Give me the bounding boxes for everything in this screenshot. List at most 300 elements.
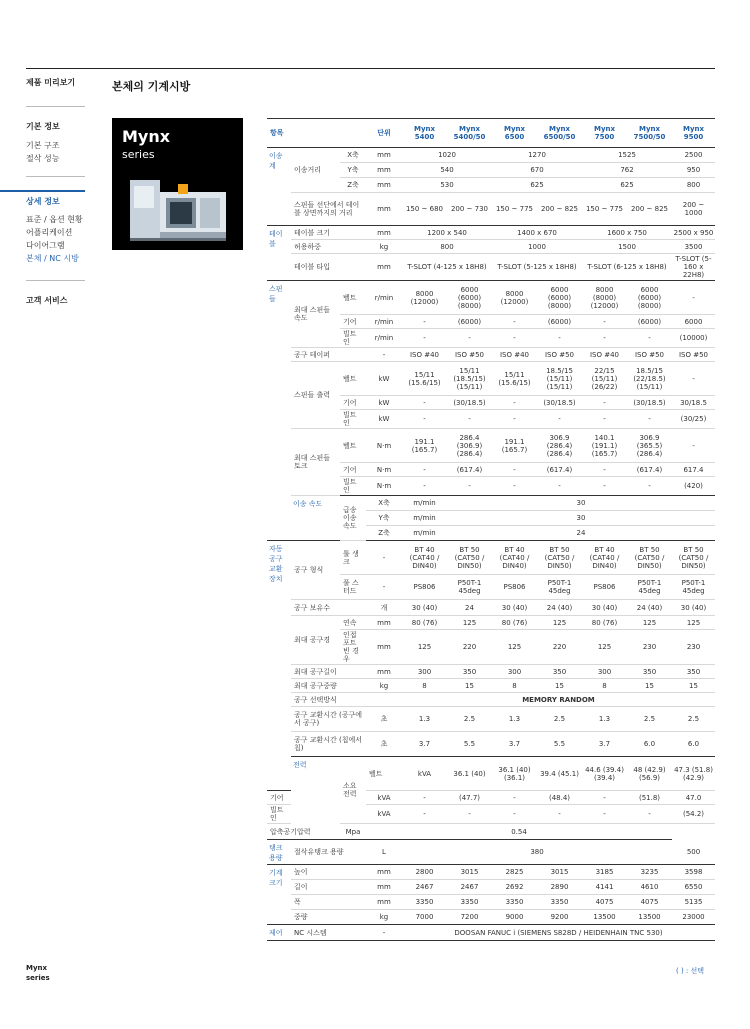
table-cell: N·m xyxy=(366,477,402,496)
table-cell: - xyxy=(366,575,402,600)
table-cell: 2467 xyxy=(402,880,447,895)
table-cell: P50T-1 45deg xyxy=(627,575,672,600)
sidebar-detail-header[interactable]: 상세 정보 xyxy=(26,197,60,206)
table-cell: 530 xyxy=(402,178,492,193)
table-cell: 6000 (6000) (8000) xyxy=(627,281,672,315)
table-cell: 230 xyxy=(627,630,672,665)
table-cell: 2.5 xyxy=(447,707,492,732)
table-cell: 1.3 xyxy=(582,707,627,732)
table-cell: - xyxy=(672,281,715,315)
table-cell: - xyxy=(582,805,627,824)
table-cell: mm xyxy=(366,178,402,193)
table-cell: 3350 xyxy=(402,895,447,910)
table-cell: 125 xyxy=(627,616,672,630)
table-cell: P50T-1 45deg xyxy=(537,575,582,600)
table-row xyxy=(267,895,715,910)
table-cell: - xyxy=(582,477,627,496)
table-cell: 소요 전력 xyxy=(340,757,366,824)
table-cell: 최대 공구경 xyxy=(291,616,340,665)
table-cell: 초 xyxy=(366,707,402,732)
table-cell: (10000) xyxy=(672,329,715,348)
table-cell: - xyxy=(492,410,537,429)
table-cell: mm xyxy=(366,630,402,665)
table-cell: NC 시스템 xyxy=(291,925,366,941)
table-cell: 23000 xyxy=(672,910,715,925)
table-cell: 350 xyxy=(672,665,715,679)
table-cell: 15 xyxy=(537,679,582,693)
table-cell: MEMORY RANDOM xyxy=(402,693,715,707)
table-cell: 2.5 xyxy=(672,707,715,732)
table-cell: 이송거리 xyxy=(291,148,340,193)
table-cell: 30 xyxy=(447,511,715,526)
table-cell: DOOSAN FANUC i (SIEMENS S828D / HEIDENHAIN TNC 530) xyxy=(402,925,715,941)
table-row xyxy=(267,824,715,840)
table-cell: 공구 테이퍼 xyxy=(291,348,366,362)
table-cell: 22/15 (15/11) (26/22) xyxy=(582,362,627,396)
table-cell: kg xyxy=(366,679,402,693)
table-cell: mm xyxy=(366,880,402,895)
table-cell: 빌트 인 xyxy=(340,410,366,429)
table-cell: kVA xyxy=(402,757,447,791)
header-model-9500: Mynx 9500 xyxy=(672,119,715,148)
sidebar-item-std-option[interactable]: 표준 / 옵션 현황 xyxy=(26,215,83,224)
table-cell: 15 xyxy=(447,679,492,693)
header-unit: 단위 xyxy=(366,119,402,148)
table-cell: (30/25) xyxy=(672,410,715,429)
table-row xyxy=(267,732,715,757)
table-cell: T-SLOT (4-125 x 18H8) xyxy=(402,254,492,281)
table-cell: 80 (76) xyxy=(582,616,627,630)
machining-center-photo xyxy=(112,170,243,250)
table-cell: Z축 xyxy=(366,526,402,541)
table-cell: 230 xyxy=(672,630,715,665)
footer-series: Mynx series xyxy=(26,964,50,982)
table-cell: 24 (40) xyxy=(627,600,672,616)
table-cell: 급송 이송 속도 xyxy=(340,496,366,541)
table-cell: - xyxy=(447,410,492,429)
table-cell: 30 (40) xyxy=(582,600,627,616)
table-row xyxy=(267,910,715,925)
table-cell: 47.3 (51.8) (42.9) xyxy=(672,757,715,791)
table-cell: ISO #40 xyxy=(402,348,447,362)
table-cell: 191.1 (165.7) xyxy=(492,429,537,463)
table-cell: T-SLOT (5-160 x 22H8) xyxy=(672,254,715,281)
table-cell: BT 50 (CAT50 / DIN50) xyxy=(627,541,672,575)
table-cell: 125 xyxy=(447,616,492,630)
header-model-5400-50: Mynx 5400/50 xyxy=(447,119,492,148)
table-cell: 8 xyxy=(582,679,627,693)
table-cell: 48 (42.9) (56.9) xyxy=(627,757,672,791)
table-row xyxy=(267,429,715,463)
table-cell: (617.4) xyxy=(627,463,672,477)
sidebar-item-spec[interactable]: 본체 / NC 시방 xyxy=(26,254,79,263)
table-cell: - xyxy=(492,791,537,805)
table-cell: 1270 xyxy=(492,148,582,163)
sidebar-item-diagram[interactable]: 다이어그램 xyxy=(26,241,65,250)
table-cell: 4141 xyxy=(582,880,627,895)
table-cell: - xyxy=(627,477,672,496)
table-cell: 18.5/15 (15/11) (15/11) xyxy=(537,362,582,396)
table-cell: 6000 xyxy=(672,315,715,329)
table-cell: 2467 xyxy=(447,880,492,895)
hero-title: Mynx xyxy=(122,127,171,146)
table-row xyxy=(267,281,715,315)
table-cell: 폭 xyxy=(291,895,366,910)
table-cell: - xyxy=(366,541,402,575)
table-cell: - xyxy=(582,791,627,805)
table-cell: - xyxy=(402,791,447,805)
table-cell: BT 40 (CAT40 / DIN40) xyxy=(582,541,627,575)
table-cell: 공구 교환시간 (공구에서 공구) xyxy=(291,707,366,732)
table-cell: ISO #40 xyxy=(492,348,537,362)
table-cell: 스핀들 선단에서 테이블 상면까지의 거리 xyxy=(291,193,366,226)
table-cell: 6000 (6000) (8000) xyxy=(537,281,582,315)
table-cell: 최대 공구중량 xyxy=(291,679,366,693)
table-cell: BT 40 (CAT40 / DIN40) xyxy=(402,541,447,575)
table-cell: 길이 xyxy=(291,880,366,895)
table-cell: - xyxy=(402,329,447,348)
hero-subtitle: series xyxy=(122,148,155,161)
table-cell: 5135 xyxy=(672,895,715,910)
table-row xyxy=(267,600,715,616)
table-cell: BT 50 (CAT50 / DIN50) xyxy=(447,541,492,575)
table-cell: 24 (40) xyxy=(537,600,582,616)
table-cell: 150 ~ 680 xyxy=(402,193,447,226)
table-cell: ISO #50 xyxy=(672,348,715,362)
table-cell: - xyxy=(582,315,627,329)
table-cell: - xyxy=(402,315,447,329)
table-cell: 7000 xyxy=(402,910,447,925)
table-cell: (420) xyxy=(672,477,715,496)
table-cell: 200 ~ 825 xyxy=(537,193,582,226)
table-cell: 1400 x 670 xyxy=(492,226,582,240)
table-cell: 벨트 xyxy=(340,362,366,396)
table-row xyxy=(267,254,715,281)
table-cell: 2500 xyxy=(672,148,715,163)
table-cell: T-SLOT (6-125 x 18H8) xyxy=(582,254,672,281)
table-cell: 1.3 xyxy=(402,707,447,732)
table-row xyxy=(267,348,715,362)
header-model-5400: Mynx 5400 xyxy=(402,119,447,148)
table-cell: 3.7 xyxy=(402,732,447,757)
table-cell: r/min xyxy=(366,315,402,329)
table-cell: 380 xyxy=(402,840,672,865)
table-cell: (617.4) xyxy=(447,463,492,477)
table-cell: 높이 xyxy=(291,865,366,880)
table-cell: 80 (76) xyxy=(492,616,537,630)
table-cell: 2.5 xyxy=(537,707,582,732)
group-table: 테이블 xyxy=(267,226,291,281)
table-cell: 공구 보유수 xyxy=(291,600,366,616)
table-cell: 최대 스핀들 속도 xyxy=(291,281,340,348)
table-cell: 1.3 xyxy=(492,707,537,732)
table-cell: 최대 스핀들 토크 xyxy=(291,429,340,496)
table-cell: kg xyxy=(366,240,402,254)
table-cell: (617.4) xyxy=(537,463,582,477)
table-row xyxy=(267,679,715,693)
table-cell: 350 xyxy=(537,665,582,679)
table-cell: - xyxy=(627,410,672,429)
table-cell: 4075 xyxy=(582,895,627,910)
table-cell: - xyxy=(366,925,402,941)
table-cell: 15 xyxy=(672,679,715,693)
table-cell: 30 xyxy=(447,496,715,511)
table-cell: X축 xyxy=(366,496,402,511)
table-cell: 1525 xyxy=(582,148,672,163)
table-cell: 350 xyxy=(447,665,492,679)
table-cell: 540 xyxy=(402,163,492,178)
table-cell: PS806 xyxy=(582,575,627,600)
table-cell: 30 (40) xyxy=(402,600,447,616)
table-cell: 6550 xyxy=(672,880,715,895)
table-cell: 125 xyxy=(537,616,582,630)
table-cell: 300 xyxy=(402,665,447,679)
header-model-6500: Mynx 6500 xyxy=(492,119,537,148)
sidebar-top-link[interactable]: 제품 미리보기 xyxy=(26,78,76,87)
table-cell: - xyxy=(672,429,715,463)
table-cell: - xyxy=(492,805,537,824)
table-cell: 테이블 타입 xyxy=(291,254,366,281)
table-cell: 3350 xyxy=(492,895,537,910)
group-feed: 이송 속도 xyxy=(291,496,340,541)
table-row xyxy=(267,665,715,679)
table-cell: 풀 스터드 xyxy=(340,575,366,600)
table-cell: 중량 xyxy=(291,910,366,925)
table-cell: - xyxy=(447,477,492,496)
table-cell: 800 xyxy=(672,178,715,193)
table-cell: 762 xyxy=(582,163,672,178)
table-cell: 30 (40) xyxy=(672,600,715,616)
table-cell: 30 (40) xyxy=(492,600,537,616)
table-cell: 8 xyxy=(492,679,537,693)
table-cell: 3.7 xyxy=(492,732,537,757)
table-cell: 3235 xyxy=(627,865,672,880)
table-cell: 0.54 xyxy=(366,824,672,840)
table-cell: 1000 xyxy=(492,240,582,254)
table-cell: 공구 교환시간 (칩에서 칩) xyxy=(291,732,366,757)
table-cell: 공구 형식 xyxy=(291,541,340,600)
table-cell: 7200 xyxy=(447,910,492,925)
table-cell: 30/18.5 xyxy=(672,396,715,410)
table-cell: kg xyxy=(366,910,402,925)
table-cell: - xyxy=(582,396,627,410)
sidebar-divider xyxy=(26,106,85,107)
table-cell: 15 xyxy=(627,679,672,693)
table-row xyxy=(267,240,715,254)
table-cell: 4075 xyxy=(627,895,672,910)
table-cell: mm xyxy=(366,616,402,630)
group-spindle: 스핀들 xyxy=(267,281,291,541)
table-cell: P50T-1 45deg xyxy=(672,575,715,600)
table-cell: - xyxy=(627,329,672,348)
table-cell: 286.4 (306.9) (286.4) xyxy=(447,429,492,463)
table-cell: - xyxy=(582,329,627,348)
table-cell: BT 50 (CAT50 / DIN50) xyxy=(537,541,582,575)
table-cell: 기어 xyxy=(340,463,366,477)
table-cell: - xyxy=(402,463,447,477)
table-cell: X축 xyxy=(340,148,366,163)
table-row xyxy=(267,840,715,865)
table-cell: P50T-1 45deg xyxy=(447,575,492,600)
table-cell: Y축 xyxy=(340,163,366,178)
table-cell: mm xyxy=(366,148,402,163)
table-cell: 3015 xyxy=(537,865,582,880)
table-cell: 44.6 (39.4) (39.4) xyxy=(582,757,627,791)
table-cell: 800 xyxy=(402,240,492,254)
table-cell: 670 xyxy=(492,163,582,178)
table-cell: 950 xyxy=(672,163,715,178)
table-cell: 150 ~ 775 xyxy=(492,193,537,226)
table-cell: (51.8) xyxy=(627,791,672,805)
table-cell: 200 ~ 730 xyxy=(447,193,492,226)
table-row xyxy=(267,880,715,895)
table-cell: 300 xyxy=(492,665,537,679)
table-cell: 6.0 xyxy=(672,732,715,757)
table-cell: (6000) xyxy=(627,315,672,329)
table-cell: 테이블 크기 xyxy=(291,226,366,240)
table-cell: (30/18.5) xyxy=(537,396,582,410)
table-cell: 140.1 (191.1) (165.7) xyxy=(582,429,627,463)
table-cell: - xyxy=(447,329,492,348)
table-cell: - xyxy=(492,329,537,348)
table-cell: m/min xyxy=(402,526,447,541)
table-cell: 6.0 xyxy=(627,732,672,757)
sidebar-item-application[interactable]: 어플리케이션 xyxy=(26,228,73,237)
table-cell: mm xyxy=(366,163,402,178)
table-cell: 3015 xyxy=(447,865,492,880)
table-cell: 2825 xyxy=(492,865,537,880)
table-cell: - xyxy=(537,477,582,496)
table-cell: - xyxy=(672,362,715,396)
table-row xyxy=(267,757,715,791)
table-cell: 36.1 (40) xyxy=(447,757,492,791)
table-cell: - xyxy=(402,805,447,824)
table-cell: (30/18.5) xyxy=(447,396,492,410)
table-cell: 빌트 인 xyxy=(267,805,291,824)
table-cell: 3598 xyxy=(672,865,715,880)
table-cell: - xyxy=(366,348,402,362)
sidebar-divider xyxy=(26,176,85,177)
table-row xyxy=(267,496,715,511)
table-cell: 617.4 xyxy=(672,463,715,477)
table-cell: 개 xyxy=(366,600,402,616)
table-cell: ISO #50 xyxy=(447,348,492,362)
table-cell: 13500 xyxy=(582,910,627,925)
sidebar-selected-bar xyxy=(0,190,85,192)
table-row xyxy=(267,226,715,240)
table-cell: 125 xyxy=(402,630,447,665)
table-cell: ISO #50 xyxy=(627,348,672,362)
table-cell: 툴 생크 xyxy=(340,541,366,575)
spec-table xyxy=(267,118,715,941)
table-cell: 기어 xyxy=(340,396,366,410)
table-cell: 기어 xyxy=(267,791,291,805)
group-control: 제어 xyxy=(267,925,291,941)
table-cell: 인접 포트 빈 경우 xyxy=(340,630,366,665)
table-cell: L xyxy=(366,840,402,865)
table-cell: m/min xyxy=(402,496,447,511)
table-cell: mm xyxy=(366,254,402,281)
table-cell: (30/18.5) xyxy=(627,396,672,410)
table-cell: 공구 선택방식 xyxy=(291,693,366,707)
table-cell: (54.2) xyxy=(672,805,715,824)
sidebar-customer-service[interactable]: 고객 서비스 xyxy=(26,296,68,305)
table-cell: kW xyxy=(366,362,402,396)
table-cell: 스핀들 출력 xyxy=(291,362,340,429)
table-cell: 빌트 인 xyxy=(340,477,366,496)
table-cell: 2692 xyxy=(492,880,537,895)
table-cell: kW xyxy=(366,410,402,429)
table-row xyxy=(267,865,715,880)
table-cell: 3350 xyxy=(537,895,582,910)
table-cell: - xyxy=(582,410,627,429)
table-cell: 350 xyxy=(627,665,672,679)
table-cell: ISO #50 xyxy=(537,348,582,362)
table-cell: N·m xyxy=(366,429,402,463)
table-cell: 8000 (12000) xyxy=(492,281,537,315)
table-cell: r/min xyxy=(366,281,402,315)
table-cell: 220 xyxy=(447,630,492,665)
table-cell: Mpa xyxy=(340,824,366,840)
table-cell: mm xyxy=(366,895,402,910)
table-cell: - xyxy=(492,477,537,496)
table-cell: r/min xyxy=(366,329,402,348)
table-cell: 125 xyxy=(672,616,715,630)
table-cell: 18.5/15 (22/18.5) (15/11) xyxy=(627,362,672,396)
table-cell: 벨트 xyxy=(340,429,366,463)
table-cell: - xyxy=(627,805,672,824)
table-cell: 2890 xyxy=(537,880,582,895)
table-cell: - xyxy=(492,315,537,329)
table-cell: T-SLOT (5-125 x 18H8) xyxy=(492,254,582,281)
table-cell: - xyxy=(492,396,537,410)
table-cell: 220 xyxy=(537,630,582,665)
table-row xyxy=(267,148,715,163)
table-cell: (6000) xyxy=(447,315,492,329)
sidebar-basic-header[interactable]: 기본 정보 xyxy=(26,122,60,131)
sidebar-item-cutting-performance[interactable]: 절삭 성능 xyxy=(26,154,60,163)
table-cell: 4610 xyxy=(627,880,672,895)
table-cell: BT 50 (CAT50 / DIN50) xyxy=(672,541,715,575)
header-item: 항목 xyxy=(267,119,366,148)
table-cell: 연속 xyxy=(340,616,366,630)
table-cell: 1500 xyxy=(582,240,672,254)
table-row xyxy=(267,362,715,396)
sidebar-item-basic-structure[interactable]: 기본 구조 xyxy=(26,141,60,150)
table-cell: 초 xyxy=(366,732,402,757)
table-cell: 47.0 xyxy=(672,791,715,805)
table-cell: 빌트 인 xyxy=(340,329,366,348)
table-cell: 15/11 (15.6/15) xyxy=(402,362,447,396)
table-cell: (47.7) xyxy=(447,791,492,805)
table-cell: 625 xyxy=(492,178,582,193)
table-cell: - xyxy=(447,805,492,824)
table-cell: ISO #40 xyxy=(582,348,627,362)
table-row xyxy=(267,541,715,575)
table-cell: 절삭유탱크 용량 xyxy=(291,840,366,865)
table-cell: mm xyxy=(366,226,402,240)
table-cell: 200 ~ 825 xyxy=(627,193,672,226)
table-cell: 306.9 (365.5) (286.4) xyxy=(627,429,672,463)
table-cell: - xyxy=(537,329,582,348)
table-cell: mm xyxy=(366,193,402,226)
table-cell: 3350 xyxy=(447,895,492,910)
table-cell: 5.5 xyxy=(537,732,582,757)
table-cell: m/min xyxy=(402,511,447,526)
table-cell: - xyxy=(537,805,582,824)
table-cell: - xyxy=(402,410,447,429)
page-title: 본체의 기계시방 xyxy=(112,80,191,93)
